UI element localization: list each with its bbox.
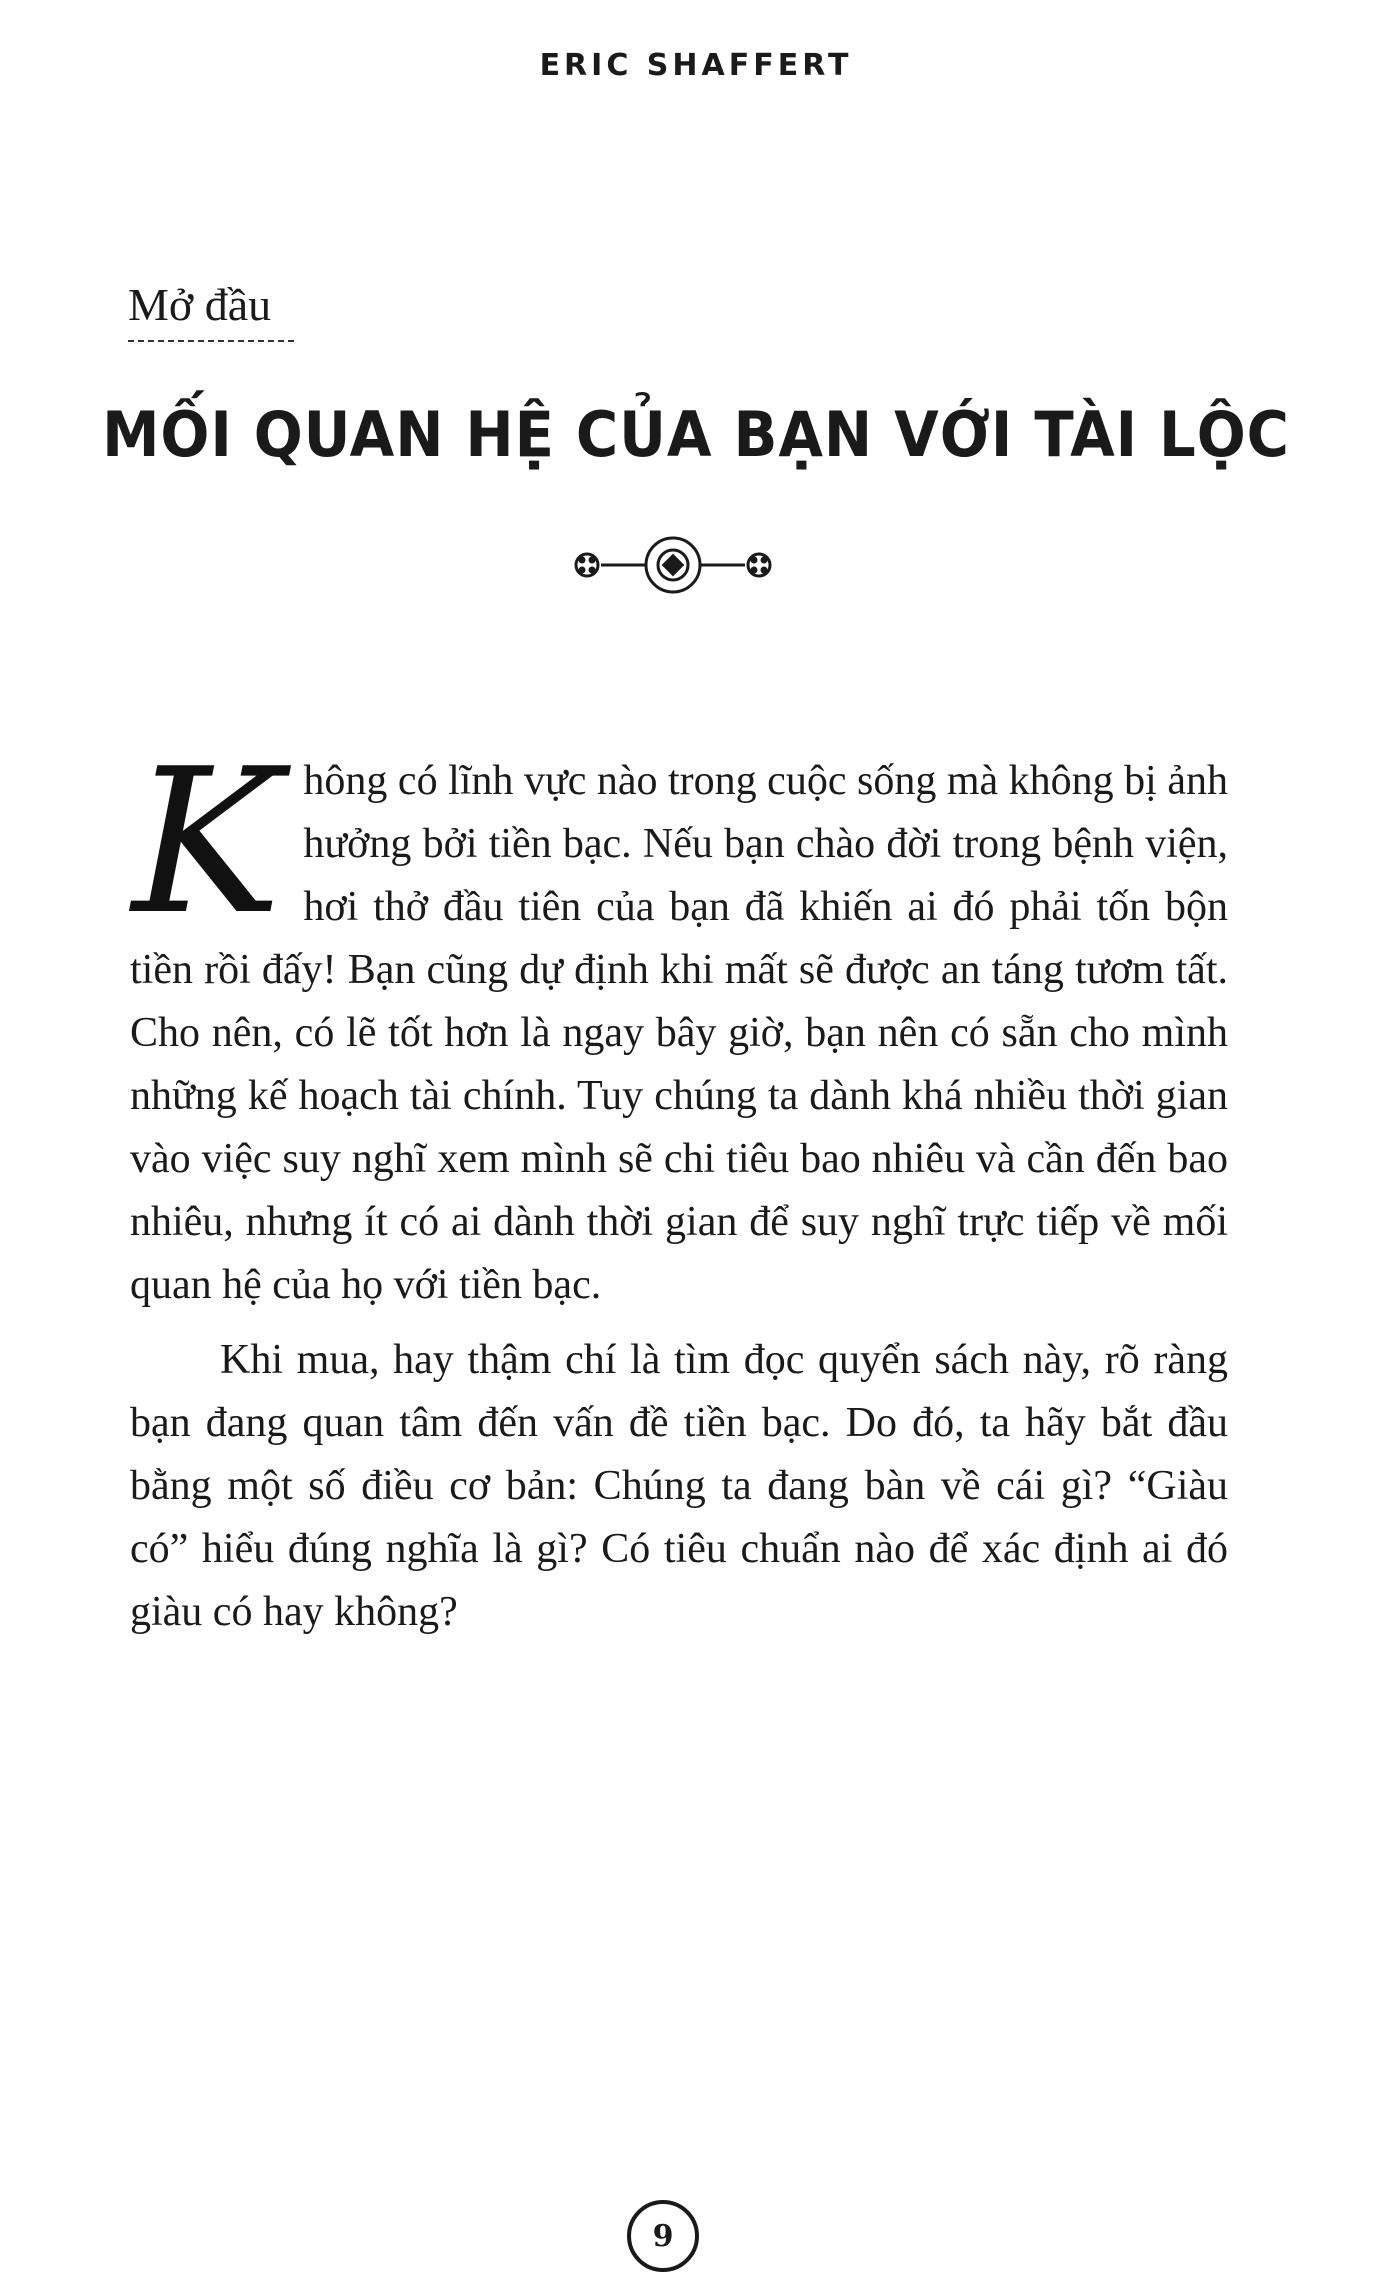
- body-text: [130, 726, 1228, 1644]
- drop-cap: K: [132, 726, 282, 959]
- flourish-divider-icon: [573, 532, 773, 598]
- paragraph-2: Khi mua, hay thậm chí là tìm đọc quyển sách này, rõ ràng bạn đang quan tâm đến vấn đề tiền bạc. Do đó, ta hãy bắt đầu bằng một số điều cơ bản: Chúng ta đang bàn về cái gì? “Giàu có” hiểu đúng nghĩa là gì? Có tiêu chuẩn nào để xác định ai đó giàu có hay không?: [130, 1337, 1228, 1635]
- section-label: Mở đầu: [128, 279, 272, 330]
- paragraph-1-text: hông có lĩnh vực nào trong cuộc sống mà không bị ảnh hưởng bởi tiền bạc. Nếu bạn chào đời trong bệnh viện, hơi thở đầu tiên của bạn đã khiến ai đó phải tốn bộn tiền rồi đấy! Bạn cũng dự định khi mất sẽ được an táng tươm tất. Cho nên, có lẽ tốt hơn là ngay bây giờ, bạn nên có sẵn cho mình những kế hoạch tài chính. Tuy chúng ta dành khá nhiều thời gian vào việc suy nghĩ xem mình sẽ chi tiêu bao nhiêu và cần đến bao nhiêu, nhưng ít có ai dành thời gian để suy nghĩ trực tiếp về mối quan hệ của họ với tiền bạc.: [130, 758, 1228, 1308]
- page-number-badge: [627, 2200, 699, 2272]
- paragraph-1: [130, 726, 1228, 1317]
- running-header: ERIC SHAFFERT: [539, 48, 853, 83]
- chapter-title: MỐI QUAN HỆ CỦA BẠN VỚI TÀI LỘC: [102, 398, 1290, 471]
- section-label-underline: [128, 340, 294, 342]
- page-number: 9: [652, 2218, 674, 2254]
